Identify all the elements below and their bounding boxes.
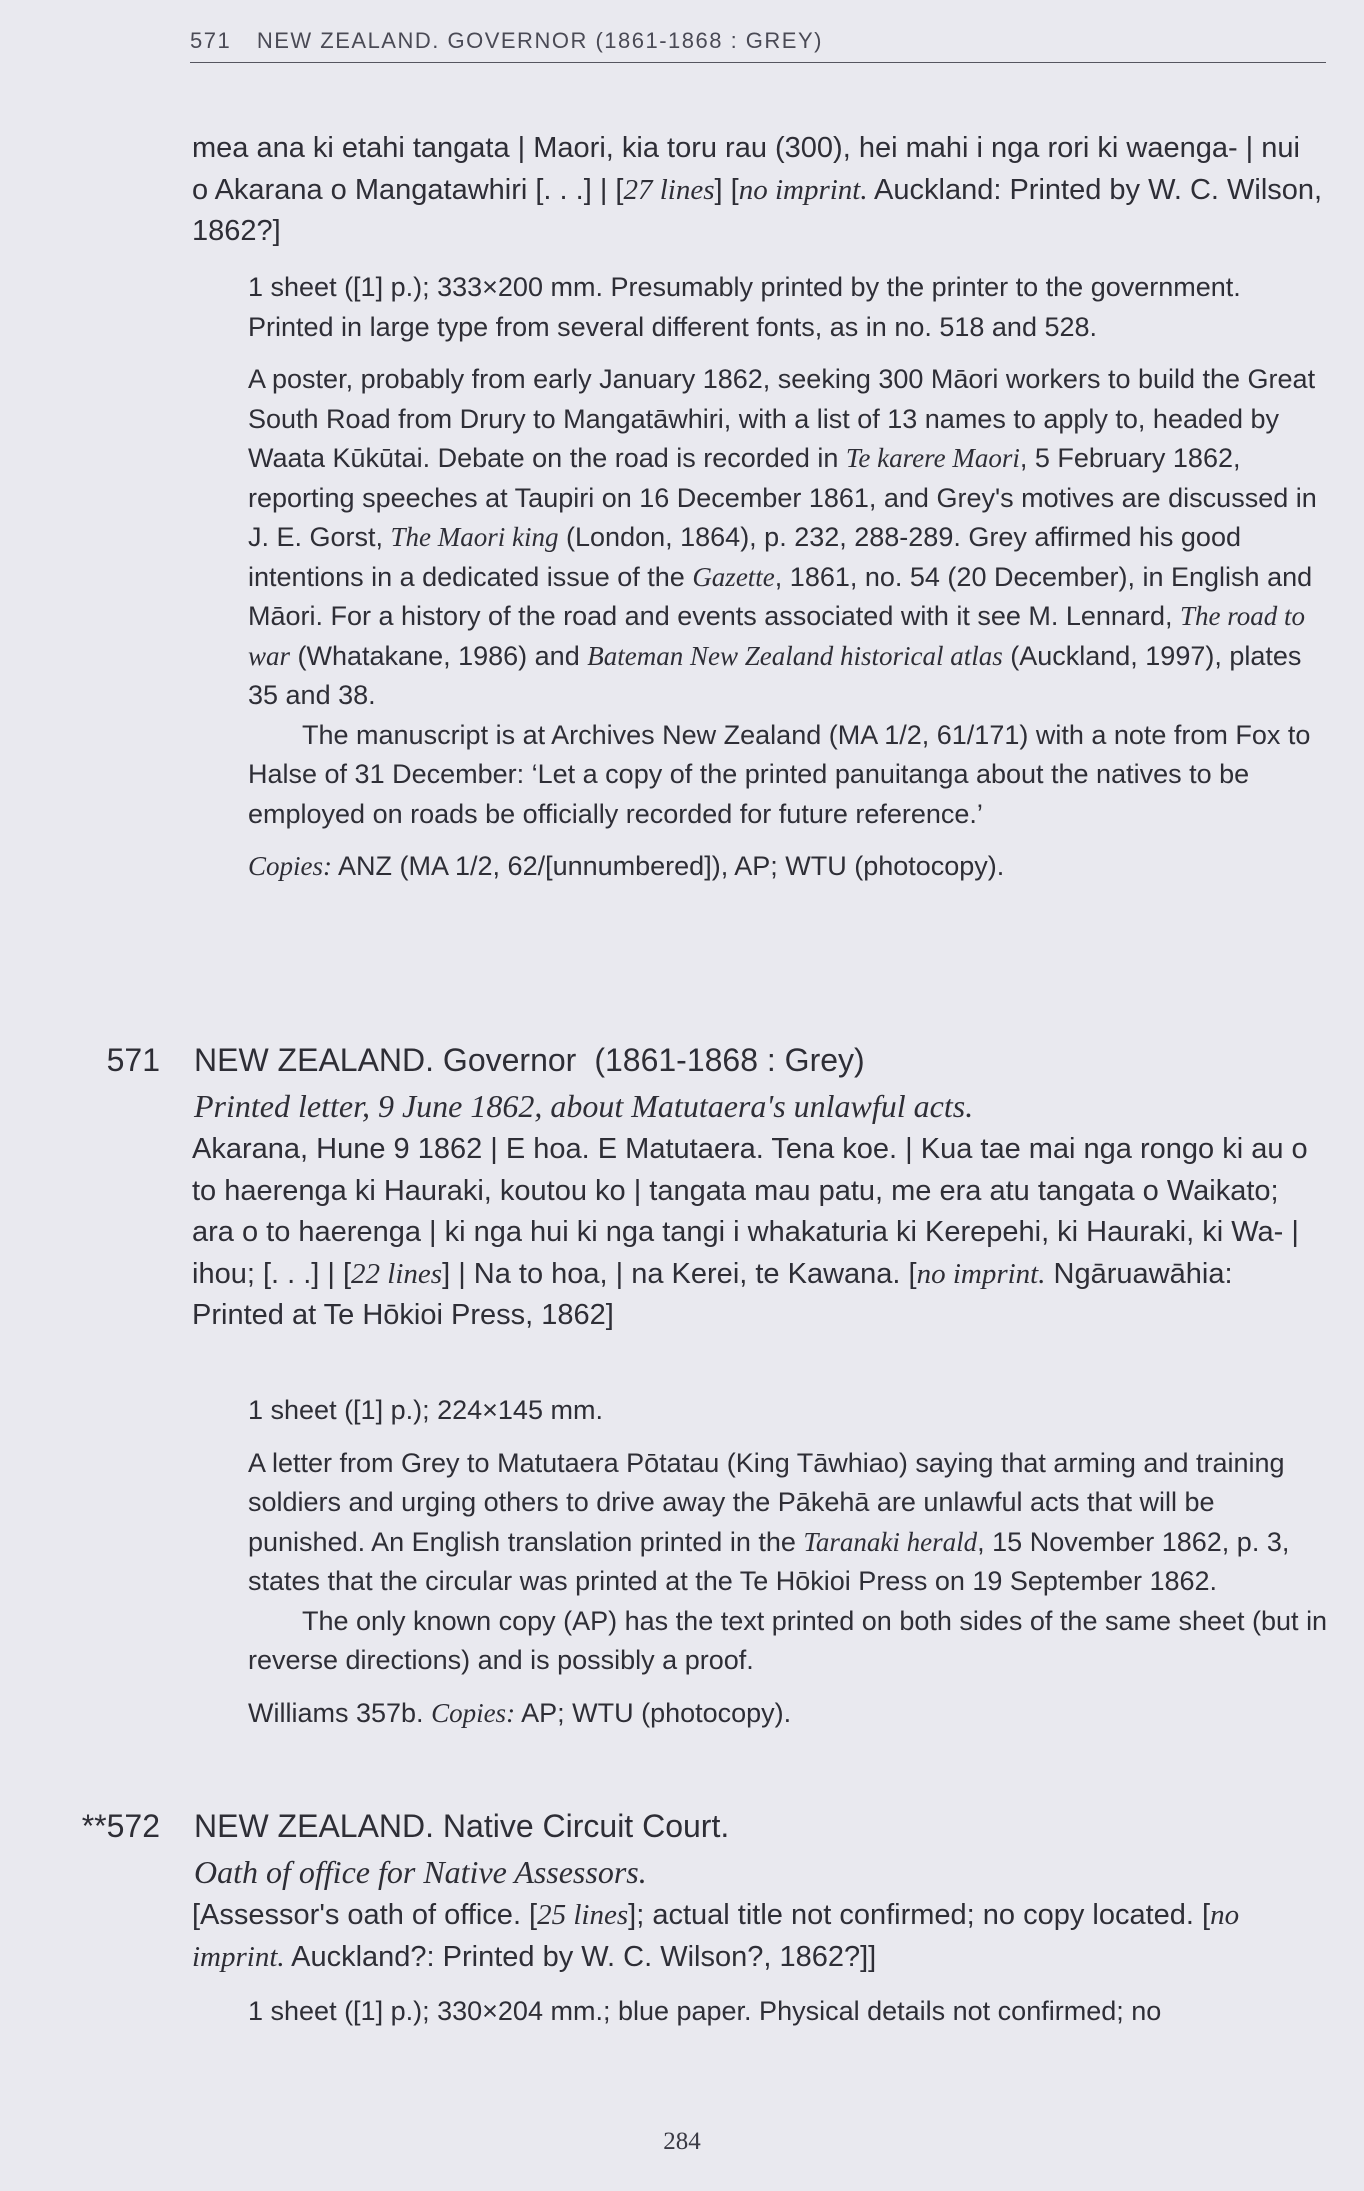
running-head-number: 571 [190, 28, 232, 53]
entry-572-physical: 1 sheet ([1] p.); 330×204 mm.; blue paper. Physical details not confirmed; no [248, 1996, 1162, 2026]
page-number: 284 [663, 2128, 701, 2155]
entry-570-note-1: A poster, probably from early January 1862, seeking 300 Māori workers to build the Great South Road from Drury to Mangatāwhiri, with a list of 13 names to apply to, headed by Waata Kūkūtai. Debate on the road is recorded in Te karere Maori, 5 February 1862, reporting speeches at Taupiri on 16 December 1861, and Grey's motives are discussed in J. E. Gorst, The Maori king (London, 1864), p. 232, 288-289. Grey affirmed his good intentions in a dedicated issue of the Gazette, 1861, no. 54 (20 December), in English and Māori. For a history of the road and events associated with it see M. Lennard, The road to war (Whatakane, 1986) and Bateman New Zealand historical atlas (Auckland, 1997), plates 35 and 38. [248, 364, 1317, 710]
entry-572-notes [248, 1992, 1328, 2032]
entry-570-physical: 1 sheet ([1] p.); 333×200 mm. Presumably printed by the printer to the government. Printed in large type from several different fonts, as in no. 518 and 528. [248, 272, 1241, 342]
entry-571-refs: Williams 357b. Copies: AP; WTU (photocopy). [248, 1697, 792, 1728]
running-head [190, 28, 1326, 63]
entry-570-notes [248, 268, 1328, 887]
entry-570-copies: Copies: ANZ (MA 1/2, 62/[unnumbered]), AP; WTU (photocopy). [248, 851, 1005, 881]
entry-570-imprint: mea ana ki etahi tangata | Maori, kia toru rau (300), hei mahi i nga rori ki waenga- | nui o Akarana o Mangatawhiri [. . .] | [27 lines] [no imprint. Auckland: Printed by W. C. Wilson, 1862?] [192, 132, 1323, 247]
running-head-title: NEW ZEALAND. GOVERNOR (1861-1868 : GREY) [256, 28, 823, 53]
entry-570-note-2: The manuscript is at Archives New Zealand (MA 1/2, 61/171) with a note from Fox to Halse of 31 December: ‘Let a copy of the printed panuitanga about the natives to be employed on roads be officially recorded for future reference.’ [248, 719, 1311, 829]
entry-572-heading: NEW ZEALAND. Native Circuit Court. [194, 1808, 730, 1844]
entry-571-note-2: The only known copy (AP) has the text printed on both sides of the same sheet (but in reverse directions) and is possibly a proof. [248, 1605, 1328, 1675]
entry-572-number: **572 [81, 1808, 160, 1844]
entry-572-title: Oath of office for Native Assessors. [194, 1854, 647, 1890]
entry-571-note-1: A letter from Grey to Matutaera Pōtatau (King Tāwhiao) saying that arming and training soldiers and urging others to drive away the Pākehā are unlawful acts that will be punished. An English translation printed in the Taranaki herald, 15 November 1862, p. 3, states that the circular was printed at the Te Hōkioi Press on 19 September 1862. [248, 1447, 1290, 1596]
entry-572-imprint: [Assessor's oath of office. [25 lines]; actual title not confirmed; no copy located. [no imprint. Auckland?: Printed by W. C. Wilson?, 1862?]] [192, 1899, 1240, 1973]
entry-571-title: Printed letter, 9 June 1862, about Matutaera's unlawful acts. [194, 1088, 974, 1124]
entry-571-notes [248, 1391, 1328, 1733]
entry-571-physical: 1 sheet ([1] p.); 224×145 mm. [248, 1395, 603, 1425]
entry-571-number: 571 [106, 1042, 160, 1078]
entry-571-heading: NEW ZEALAND. Governor (1861-1868 : Grey) [194, 1042, 865, 1078]
entry-571-imprint: Akarana, Hune 9 1862 | E hoa. E Matutaera. Tena koe. | Kua tae mai nga rongo ki au o to haerenga ki Hauraki, koutou ko | tangata mau patu, me era atu tangata o Waikato; ara o to haerenga | ki nga hui ki nga tangi i whakaturia ki Kerepehi, ki Hauraki, ki Wa- | ihou; [. . .] | [22 lines] | Na to hoa, | na Kerei, te Kawana. [no imprint. Ngāruawāhia: Printed at Te Hōkioi Press, 1862] [192, 1133, 1308, 1331]
